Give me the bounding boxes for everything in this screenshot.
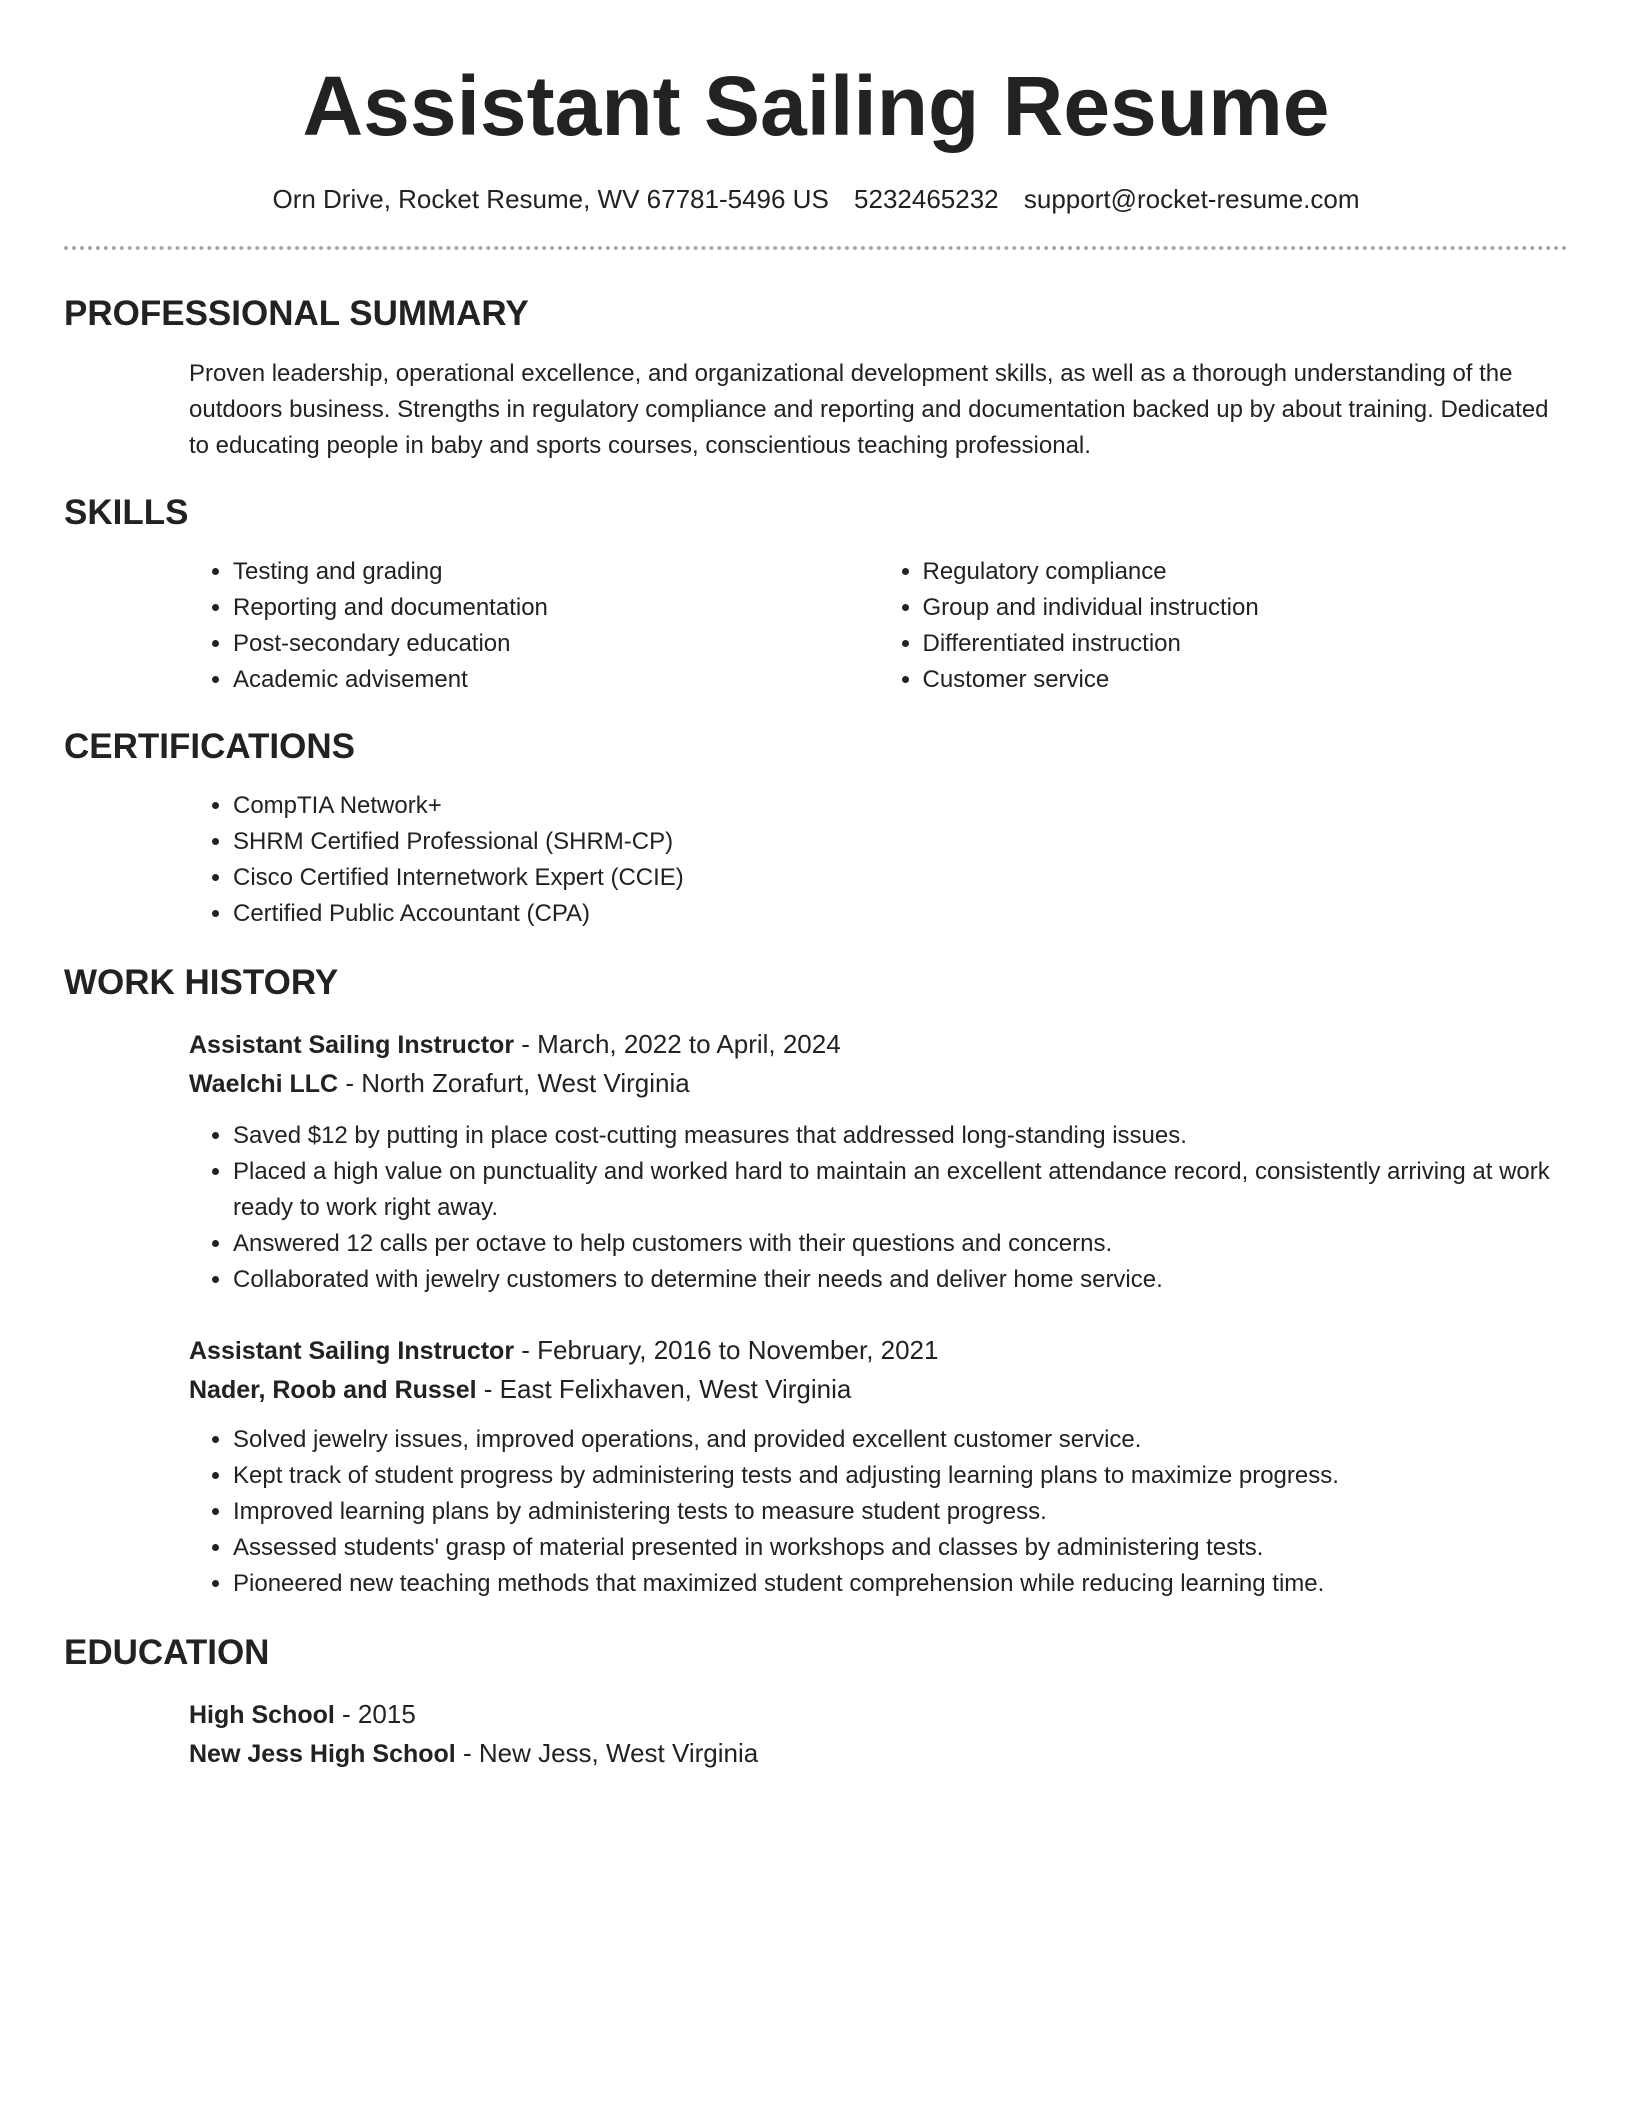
job-bullets bbox=[189, 1422, 1568, 1602]
job-role: Assistant Sailing Instructor bbox=[189, 1337, 515, 1365]
certification-item: • Cisco Certified Internetwork Expert (CCIE) bbox=[233, 860, 1568, 896]
job-bullet: • Improved learning plans by administering tests to measure student progress. bbox=[233, 1494, 1568, 1530]
summary-section bbox=[64, 356, 1568, 464]
job-company-line bbox=[189, 1370, 1568, 1409]
skill-item: • Post-secondary education bbox=[233, 626, 879, 662]
education-degree-line bbox=[189, 1695, 1568, 1734]
job-dates: - February, 2016 to November, 2021 bbox=[514, 1335, 939, 1365]
certifications-section bbox=[64, 788, 1568, 932]
summary-heading: PROFESSIONAL SUMMARY bbox=[64, 294, 529, 333]
contact-email: support@rocket-resume.com bbox=[1023, 184, 1360, 214]
skill-item: • Differentiated instruction bbox=[923, 626, 1569, 662]
skill-item: • Academic advisement bbox=[233, 662, 879, 698]
job-company: Nader, Roob and Russel bbox=[189, 1376, 477, 1404]
education-year: - 2015 bbox=[334, 1699, 416, 1729]
job-company-line bbox=[189, 1064, 1568, 1103]
job-bullet: • Answered 12 calls per octave to help customers with their questions and concerns. bbox=[233, 1226, 1568, 1262]
education-heading: EDUCATION bbox=[64, 1633, 270, 1672]
skills-section bbox=[64, 554, 1568, 698]
job-dates: - March, 2022 to April, 2024 bbox=[514, 1029, 841, 1059]
job-bullet: • Solved jewelry issues, improved operations, and provided excellent customer service. bbox=[233, 1422, 1568, 1458]
job-bullet: • Collaborated with jewelry customers to determine their needs and deliver home service. bbox=[233, 1262, 1568, 1298]
job-entry bbox=[64, 1331, 1568, 1602]
contact-phone: 5232465232 bbox=[854, 184, 999, 214]
job-company: Waelchi LLC bbox=[189, 1070, 339, 1098]
education-school: New Jess High School bbox=[189, 1740, 456, 1768]
certifications-list bbox=[189, 788, 1568, 932]
resume-title: Assistant Sailing Resume bbox=[302, 59, 1330, 153]
job-location: - East Felixhaven, West Virginia bbox=[476, 1374, 852, 1404]
skill-item: • Regulatory compliance bbox=[923, 554, 1569, 590]
job-role: Assistant Sailing Instructor bbox=[189, 1031, 515, 1059]
certifications-heading: CERTIFICATIONS bbox=[64, 727, 356, 766]
education-entry bbox=[64, 1695, 1568, 1773]
education-school-line bbox=[189, 1734, 1568, 1773]
skills-heading: SKILLS bbox=[64, 493, 189, 532]
education-degree: High School bbox=[189, 1701, 335, 1729]
certification-item: • SHRM Certified Professional (SHRM-CP) bbox=[233, 824, 1568, 860]
skills-list-right bbox=[879, 554, 1569, 698]
job-title-line bbox=[189, 1331, 1568, 1370]
job-location: - North Zorafurt, West Virginia bbox=[338, 1068, 690, 1098]
job-bullet: • Saved $12 by putting in place cost-cutting measures that addressed long-standing issues. bbox=[233, 1118, 1568, 1154]
job-bullet: • Placed a high value on punctuality and worked hard to maintain an excellent attendance record, consistently arriving at work ready to work right away. bbox=[233, 1154, 1568, 1226]
contact-address: Orn Drive, Rocket Resume, WV 67781-5496 US bbox=[272, 184, 829, 214]
job-title-line bbox=[189, 1025, 1568, 1064]
skill-item: • Group and individual instruction bbox=[923, 590, 1569, 626]
job-entry bbox=[64, 1025, 1568, 1298]
job-bullet: • Kept track of student progress by administering tests and adjusting learning plans to maximize progress. bbox=[233, 1458, 1568, 1494]
skills-list-left bbox=[189, 554, 879, 698]
skill-item: • Testing and grading bbox=[233, 554, 879, 590]
skill-item: • Reporting and documentation bbox=[233, 590, 879, 626]
certification-item: • Certified Public Accountant (CPA) bbox=[233, 896, 1568, 932]
work-history-heading: WORK HISTORY bbox=[64, 963, 339, 1002]
contact-line bbox=[64, 182, 1568, 216]
skill-item: • Customer service bbox=[923, 662, 1569, 698]
certification-item: • CompTIA Network+ bbox=[233, 788, 1568, 824]
job-bullet: • Pioneered new teaching methods that maximized student comprehension while reducing learning time. bbox=[233, 1566, 1568, 1602]
summary-text: Proven leadership, operational excellence, and organizational development skills, as well as a thorough understanding of the outdoors business. Strengths in regulatory compliance and reporting and documentation backed up by about training. Dedicated to educating people in baby and sports courses, conscientious teaching professional. bbox=[189, 360, 1549, 459]
header-divider bbox=[64, 246, 1568, 250]
job-bullets bbox=[189, 1118, 1568, 1298]
education-location: - New Jess, West Virginia bbox=[455, 1738, 759, 1768]
job-bullet: • Assessed students' grasp of material presented in workshops and classes by administering tests. bbox=[233, 1530, 1568, 1566]
